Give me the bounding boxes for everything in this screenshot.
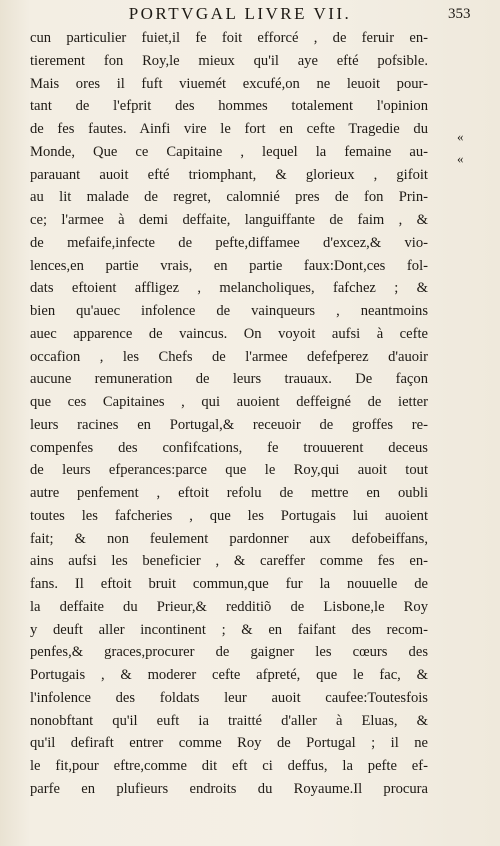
text-line: dats eftoient affligez , melancholiques, fafchez ; & [30, 280, 428, 297]
text-line: bien qu'auec infolence de vainqueurs , neantmoins [30, 303, 428, 319]
text-line: la deffaite du Prieur,& redditiõ de Lisbone,le Roy [30, 598, 428, 615]
text-line: auec apparence de vaincus. On voyoit aufsi à cefte [30, 325, 428, 342]
text-line: au lit malade de regret, calomnié pres de fon Prin- [30, 189, 428, 206]
text-line: de leurs efperances:parce que le Roy,qui auoit tout [30, 462, 428, 479]
text-line: ce; l'armee à demi deffaite, languiffante de faim , & [30, 212, 428, 228]
text-line: tant de l'efprit des hommes totalement l'opinion [30, 98, 428, 115]
running-head: PORTVGAL LIVRE VII. [128, 4, 352, 23]
text-line: y deuft aller incontinent ; & en faifant des recom- [30, 621, 428, 638]
text-line: lences,en partie vrais, en partie faux:Dont,ces fol- [30, 257, 428, 274]
text-line: parfe en plufieurs endroits du Royaume.Il procura [30, 780, 428, 797]
text-line: Mais ores il fuft viuemét excufé,on ne leuoit pour- [30, 75, 428, 92]
text-line: tierement fon Roy,le mieux qu'il aye efté pofsible. [30, 52, 428, 69]
text-line: Portugais , & moderer cefte afpreté, que le fac, & [30, 667, 428, 683]
text-line: parauant auoit efté triomphant, & glorieux , gifoit [30, 166, 428, 183]
margin-quote-mark: « [457, 129, 464, 144]
text-line: que ces Capitaines , qui auoient deffeigné de ietter [30, 394, 428, 410]
text-line: compenfes des confifcations, fe trouuerent deceus [30, 439, 428, 456]
text-line: fans. Il eftoit bruit commun,que fur la nouuelle de [30, 576, 428, 592]
page-number: 353 [448, 6, 471, 22]
text-line: leurs racines en Portugal,& receuoir de groffes re- [30, 416, 428, 433]
text-line: nonobftant qu'il euft ia traitté d'aller à Eluas, & [30, 712, 428, 729]
text-line: autre penfement , eftoit refolu de mettre en oubli [30, 485, 428, 501]
text-line: aucune remuneration de leurs trauaux. De façon [30, 371, 428, 388]
text-line: le fit,pour eftre,comme dit eft ci deffus, la pefte ef- [30, 758, 428, 774]
text-line: penfes,& graces,procurer de gaigner les cœurs des [30, 644, 428, 661]
text-line: qu'il defiraft entrer comme Roy de Portugal ; il ne [30, 735, 428, 752]
text-line: fait; & non feulement pardonner aux defobeiffans, [30, 530, 428, 547]
text-line: toutes les fafcheries , que les Portugais lui auoient [30, 507, 428, 524]
text-line: l'infolence des foldats leur auoit caufee:Toutesfois [30, 689, 428, 706]
margin-quote-mark: « [457, 151, 464, 166]
text-line: Monde, Que ce Capitaine , lequel la femaine au- [30, 143, 428, 160]
text-line: ains aufsi les beneficier , & careffer comme fes en- [30, 553, 428, 570]
body-text [30, 27, 428, 801]
text-line: de mefaife,infecte de pefte,diffamee d'excez,& vio- [30, 234, 428, 251]
text-line: occafion , les Chefs de l'armee defefperez d'auoir [30, 348, 428, 365]
text-line: de fes fautes. Ainfi vire le fort en cefte Tragedie du [30, 121, 428, 137]
text-line: cun particulier fuiet,il fe foit efforcé , de feruir en- [30, 30, 428, 46]
